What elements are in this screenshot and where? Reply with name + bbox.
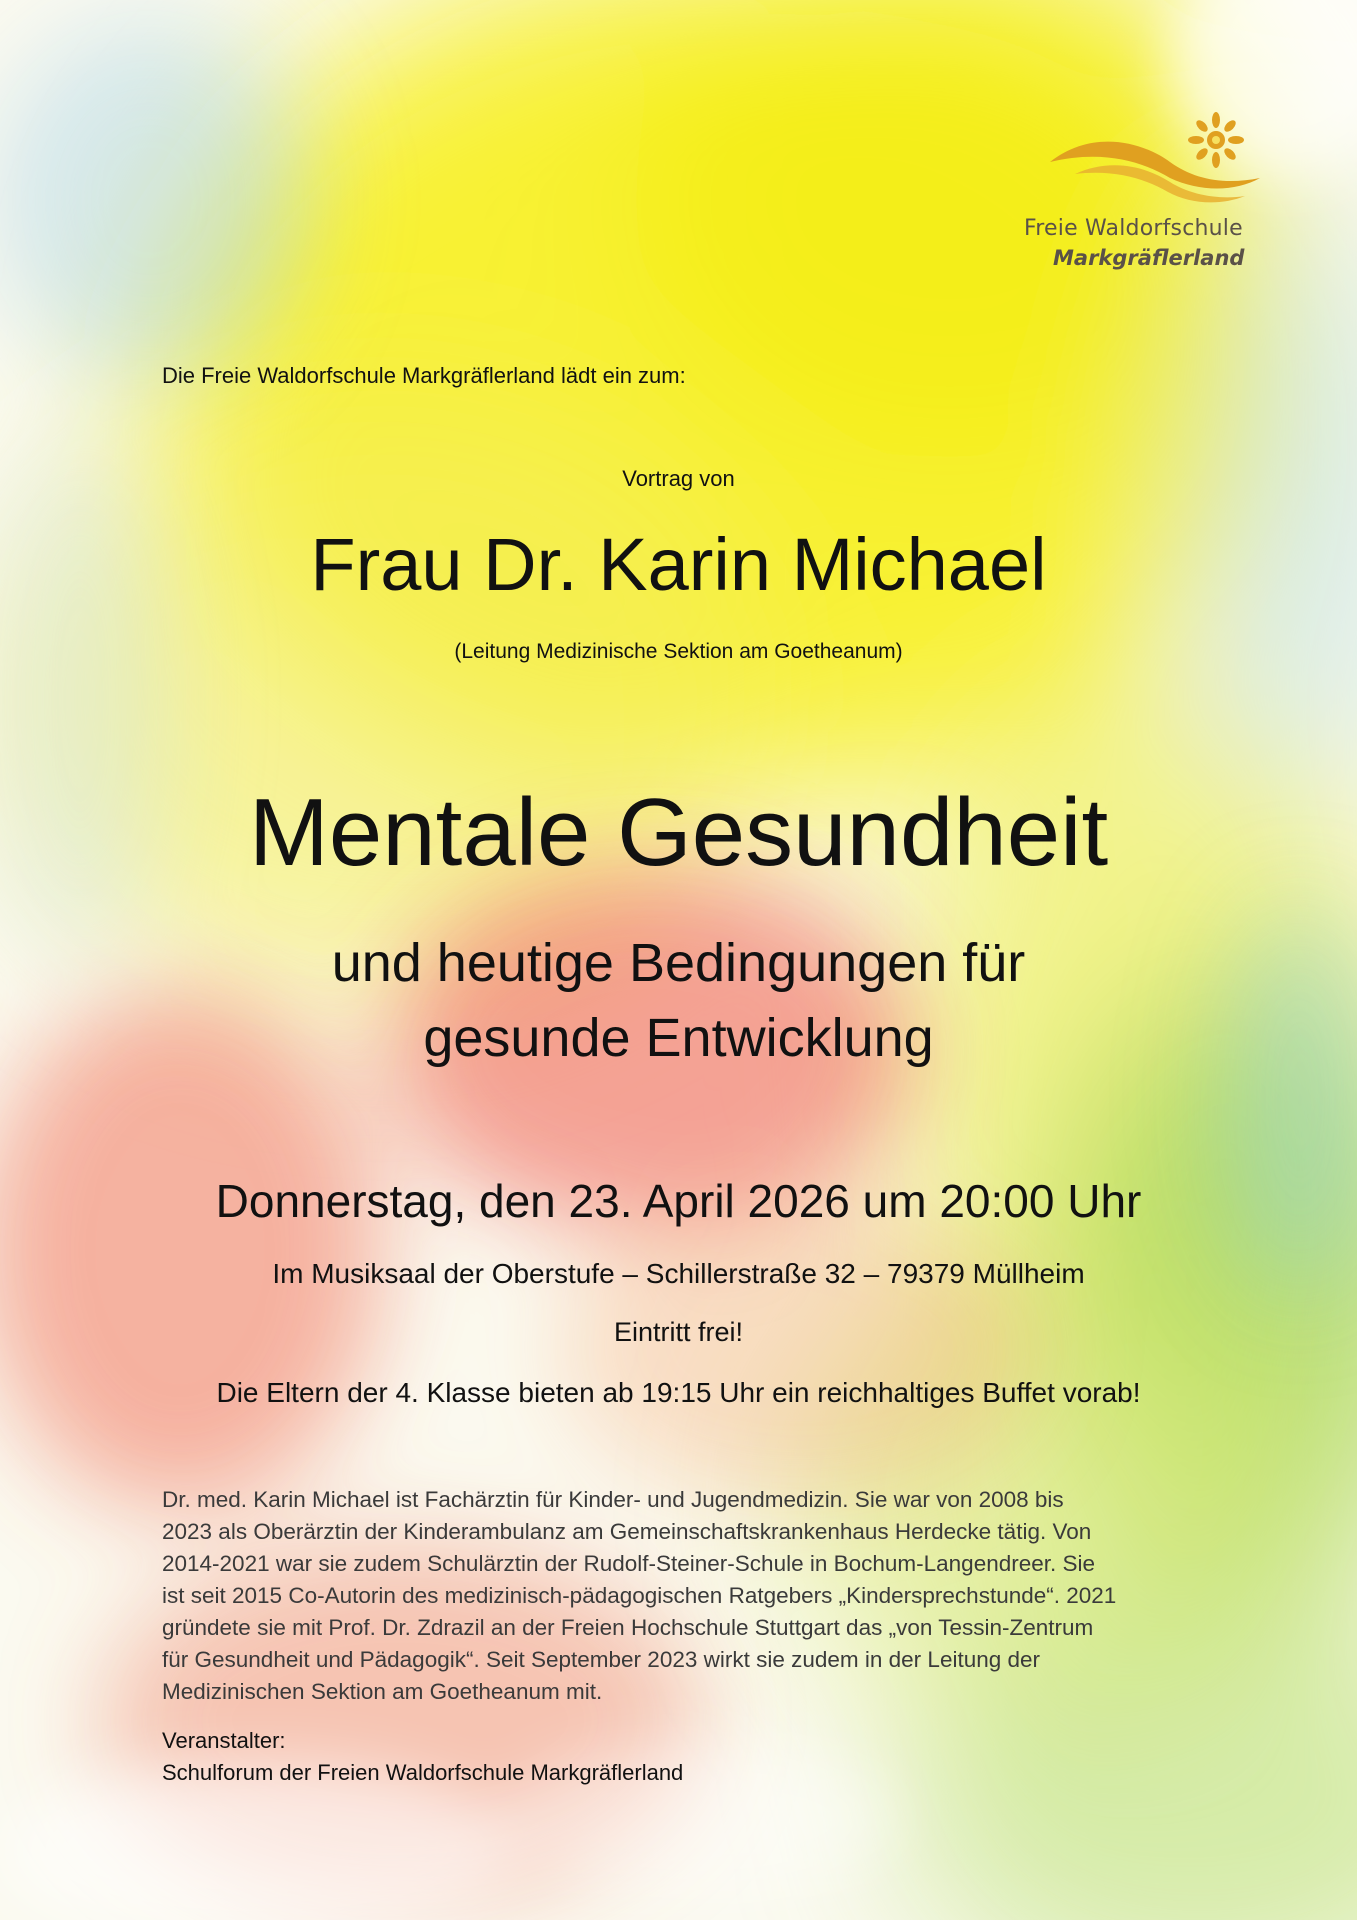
logo-text-line2: Markgräflerland <box>1053 246 1245 270</box>
event-location: Im Musiksaal der Oberstufe – Schillerstraße 32 – 79379 Müllheim <box>272 1258 1085 1289</box>
organizer-name: Schulforum der Freien Waldorfschule Markgräflerland <box>162 1760 684 1785</box>
bio-line: gründete sie mit Prof. Dr. Zdrazil an der Freien Hochschule Stuttgart das „von Tessin-Zentrum <box>162 1615 1094 1640</box>
bio-line: Dr. med. Karin Michael ist Fachärztin für Kinder- und Jugendmedizin. Sie war von 2008 bis <box>162 1487 1064 1512</box>
subtitle-line2: gesunde Entwicklung <box>423 1008 934 1068</box>
logo-text-line1: Freie Waldorfschule <box>1024 216 1243 241</box>
subtitle-line1: und heutige Bedingungen für <box>331 933 1026 993</box>
bio-line: für Gesundheit und Pädagogik“. Seit September 2023 wirkt sie zudem in der Leitung der <box>162 1647 1041 1672</box>
speaker-biography <box>162 1484 1212 1708</box>
lecture-title: Mentale Gesundheit <box>248 779 1109 886</box>
admission-text: Eintritt frei! <box>613 1317 744 1347</box>
lecture-label: Vortrag von <box>622 466 735 491</box>
bio-line: 2014-2021 war sie zudem Schulärztin der Rudolf-Steiner-Schule in Bochum-Langendreer. Sie <box>162 1551 1096 1576</box>
organizer-label: Veranstalter: <box>162 1728 286 1753</box>
invitation-text: Die Freie Waldorfschule Markgräflerland lädt ein zum: <box>162 363 686 388</box>
speaker-role: (Leitung Medizinische Sektion am Goetheanum) <box>454 640 903 663</box>
sun-flower-icon <box>1188 112 1244 168</box>
speaker-name: Frau Dr. Karin Michael <box>310 523 1047 606</box>
bio-line: 2023 als Oberärztin der Kinderambulanz am Gemeinschaftskrankenhaus Herdecke tätig. Von <box>162 1519 1092 1544</box>
buffet-notice: Die Eltern der 4. Klasse bieten ab 19:15 Uhr ein reichhaltiges Buffet vorab! <box>216 1377 1141 1408</box>
bio-line: Medizinischen Sektion am Goetheanum mit. <box>162 1679 603 1704</box>
bio-line: ist seit 2015 Co-Autorin des medizinisch-pädagogischen Ratgebers „Kindersprechstunde“. 2021 <box>162 1583 1117 1608</box>
event-date-time: Donnerstag, den 23. April 2026 um 20:00 Uhr <box>215 1175 1142 1227</box>
